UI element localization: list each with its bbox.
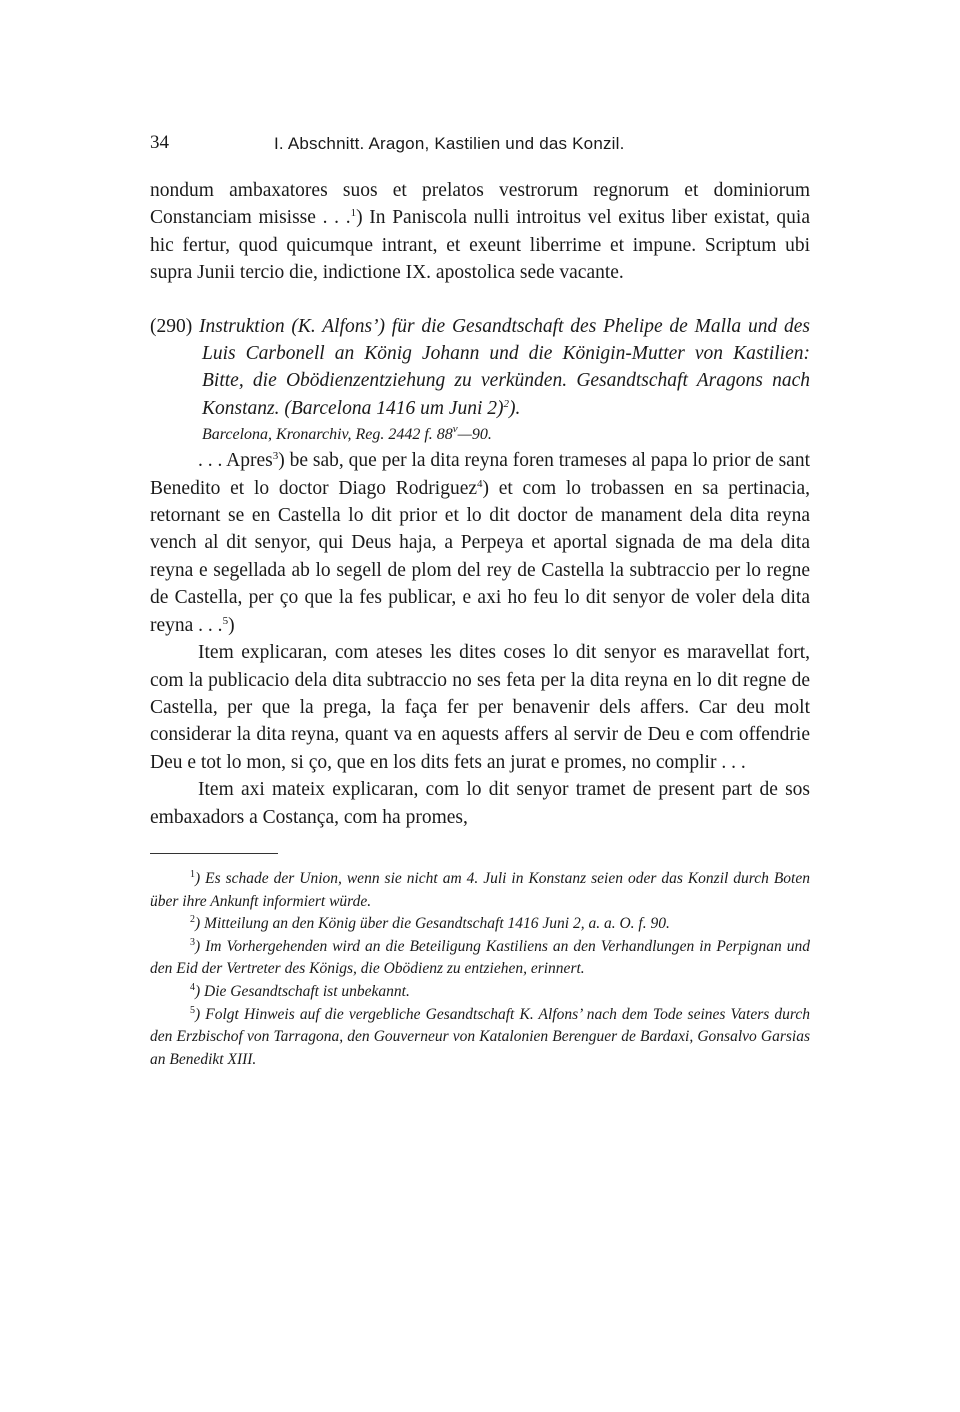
page-number: 34 bbox=[150, 132, 169, 153]
footnote-text: ) Mitteilung an den König über die Gesandtschaft 1416 Juni 2, a. a. O. f. 90. bbox=[195, 915, 670, 933]
document-title-end: ). bbox=[509, 397, 521, 419]
document-heading bbox=[150, 313, 810, 423]
paragraph-3: Item axi mateix explicaran, com lo dit senyor tramet de present part de sos embaxadors a Costança, com ha promes, bbox=[150, 779, 810, 828]
running-title: I. Abschnitt. Aragon, Kastilien und das Konzil. bbox=[274, 134, 625, 153]
footnote-4 bbox=[150, 981, 810, 1004]
paragraph-2: Item explicaran, com ateses les dites coses lo dit senyor es maravellat fort, com la publicacio dela dita subtraccio no ses feta per la dita reyna en lo dit regne de Castella, per que la prega, la faça fer per benavenir dels affers. Car deu molt considerar la dita reyna, quant va en aquests affers al servir de Deu e com offendrie Deu e tot lo mon, si ço, que en los dits fets an jurat e promes, no complir . . . bbox=[150, 642, 810, 773]
source-text: Barcelona, Kronarchiv, Reg. 2442 f. 88 bbox=[202, 426, 453, 444]
footnote-ref-2: 2 bbox=[503, 397, 509, 410]
main-text bbox=[150, 177, 810, 831]
footnote-ref-3: 3 bbox=[272, 450, 279, 463]
footnote-1 bbox=[150, 868, 810, 913]
footnote-mark: 3 bbox=[190, 936, 195, 948]
footnote-3 bbox=[150, 936, 810, 981]
footnotes bbox=[150, 868, 810, 1071]
footnote-text: ) Folgt Hinweis auf die vergebliche Gesandtschaft K. Alfons’ nach dem Tode seines Vaters durch den Erzbischof von Tarragona, den Gouverneur von Katalonien Berenguer de Bardaxi, Gonsalvo Garsias an Benedikt XIII. bbox=[150, 1005, 810, 1068]
book-page bbox=[150, 128, 810, 1071]
footnote-ref-5: 5 bbox=[222, 614, 229, 627]
source-end: —90. bbox=[457, 426, 492, 444]
paragraph-1-text-a: . . . Apres bbox=[198, 450, 273, 472]
footnote-text: ) Es schade der Union, wenn sie nicht am 4. Juli in Konstanz seien oder das Konzil durch Boten über ihre Ankunft informiert würde. bbox=[150, 869, 810, 910]
footnote-mark: 1 bbox=[190, 868, 195, 880]
footnote-ref-1: 1 bbox=[350, 207, 357, 220]
paragraph-1-text-c: ) et com lo trobassen en sa pertinacia, retornant se en Castella lo dit prior et lo dit doctor de manament dela dita reyna vench al dit senyor, qui Deus haja, a Perpeya et aportal signada de ma dela dita reyna e segellada ab lo segell de plom del rey de Castella la subtraccio per lo regne de Castella, per ço que la fes publicar, e axi ho feu lo dit senyor de voler dela dita reyna . . . bbox=[150, 477, 810, 636]
source-verso: v bbox=[452, 423, 458, 436]
footnote-text: ) Die Gesandtschaft ist unbekannt. bbox=[195, 982, 410, 1000]
running-header bbox=[150, 128, 810, 168]
archival-source bbox=[150, 423, 810, 447]
footnote-2 bbox=[150, 913, 810, 936]
continuation-rest: ) In Paniscola nulli introitus vel exitus liber existat, quia hic fertur, quod quicumque intrant, et exeunt liberrime et impune. Scriptum ubi supra Junii tercio die, indictione IX. apostolica sede vacante. bbox=[150, 207, 810, 284]
footnote-text: ) Im Vorhergehenden wird an die Beteiligung Kastiliens an den Verhandlungen in Perpignan und den Eid der Vertreter des Königs, die Obödienz zu entziehen, erinnert. bbox=[150, 937, 810, 978]
continuation-text: nondum ambaxatores suos et prelatos vestrorum regnorum et dominiorum Constanciam misisse . . . bbox=[150, 180, 810, 229]
document-title: Instruktion (K. Alfons’) für die Gesandtschaft des Phelipe de Malla und des Luis Carbonell an König Johann und die Königin-Mutter von Kastilien: Bitte, die Obödienzentziehung zu verkünden. Gesandtschaft Aragons nach Konstanz. (Barcelona 1416 um Juni 2) bbox=[192, 315, 810, 419]
paragraph-1 bbox=[150, 447, 810, 639]
continuation-paragraph bbox=[150, 177, 810, 287]
paragraph-1-text-b: ) be sab, que per la dita reyna foren trameses al papa lo prior de sant Benedito et lo doctor Diago Rodriguez bbox=[150, 450, 811, 499]
footnote-divider bbox=[150, 853, 278, 854]
footnote-5 bbox=[150, 1004, 810, 1072]
footnote-mark: 5 bbox=[190, 1004, 195, 1016]
footnote-mark: 4 bbox=[190, 981, 195, 993]
footnote-mark: 2 bbox=[190, 914, 195, 926]
footnote-ref-4: 4 bbox=[477, 477, 483, 490]
document-number: (290) bbox=[150, 315, 193, 337]
paragraph-1-text-d: ) bbox=[228, 614, 235, 636]
